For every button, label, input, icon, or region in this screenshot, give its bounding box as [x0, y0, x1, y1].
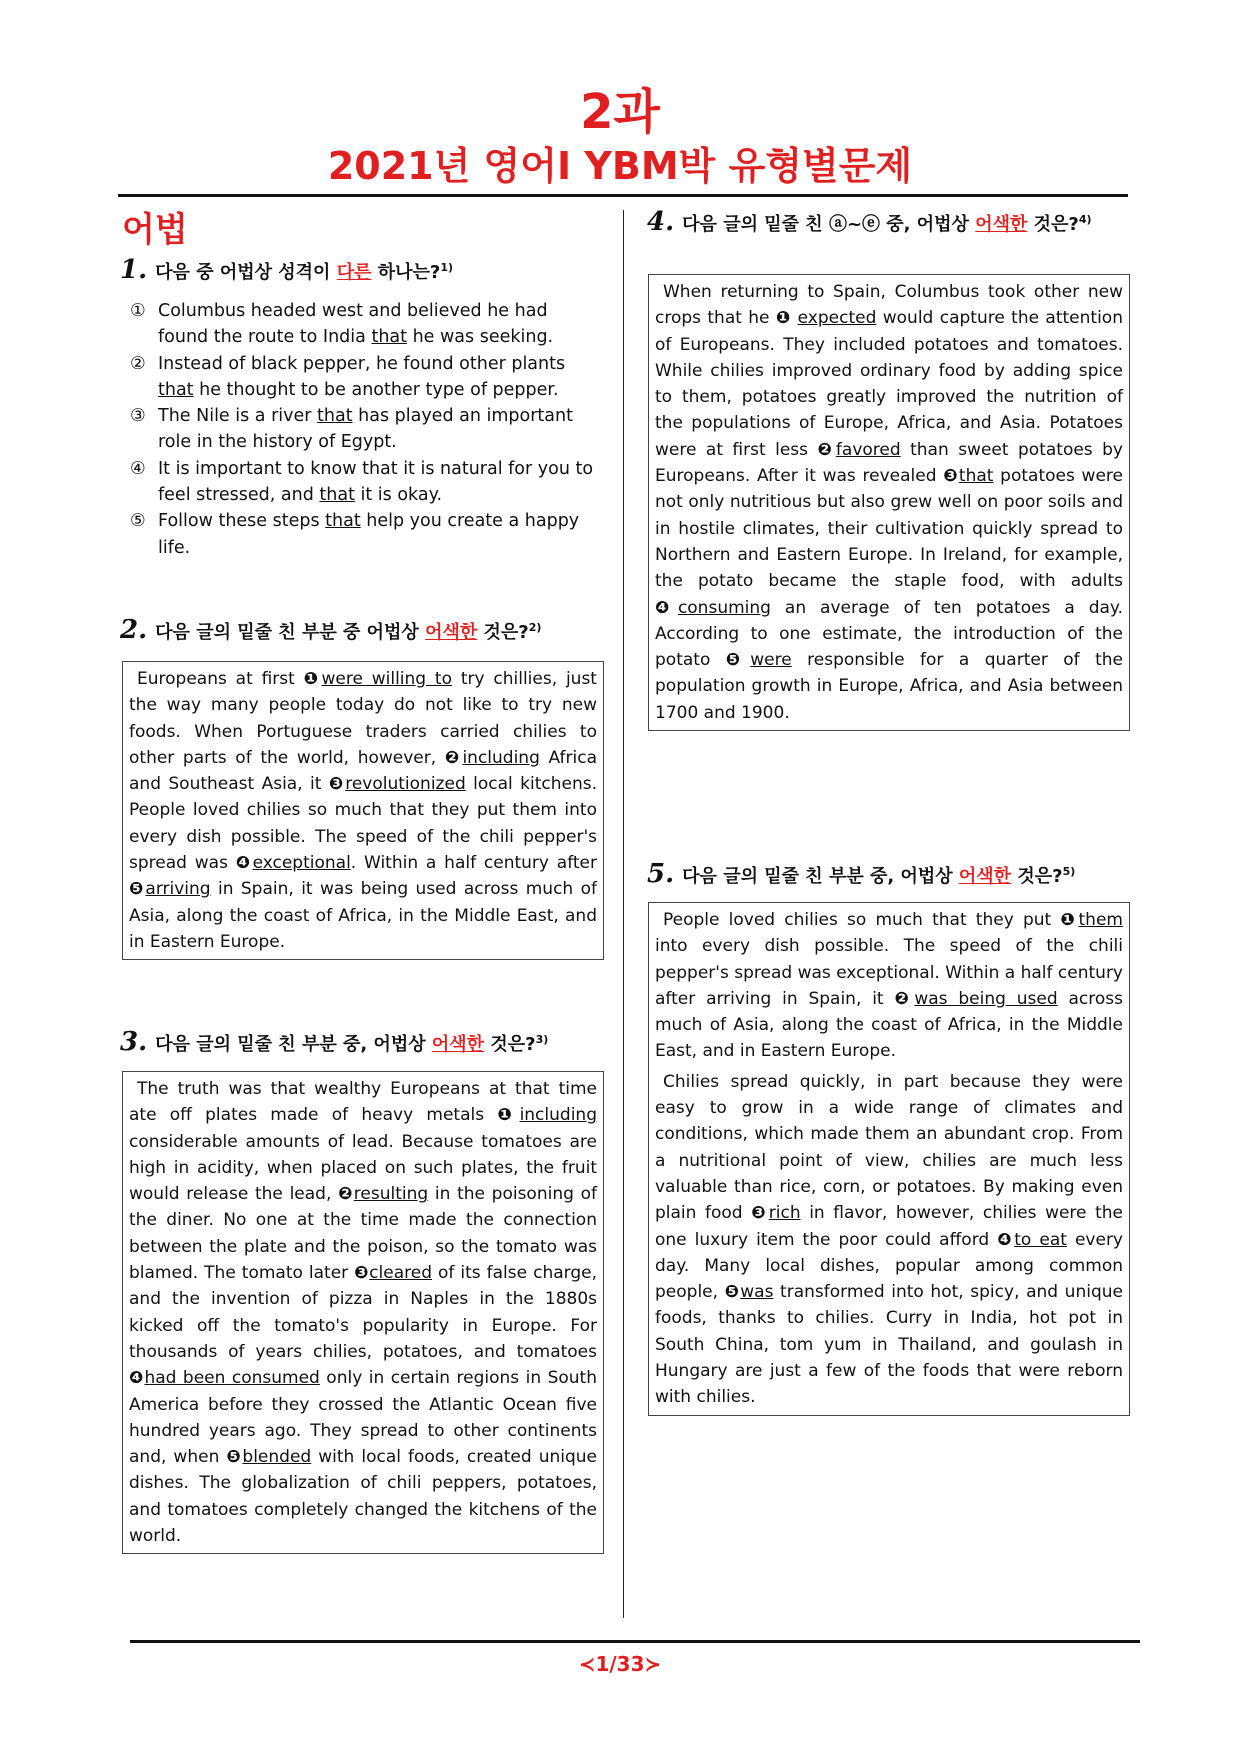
q4-title: 4. 다음 글의 밑줄 친 ⓐ~ⓔ 중, 어법상 어색한 것은?$^{4)}$ — [647, 207, 1092, 237]
q3-title: 3. 다음 글의 밑줄 친 부분 중, 어법상 어색한 것은?$^{3)}$ — [120, 1027, 549, 1057]
q1-option-4: ④ It is important to know that it is natural for you to feel stressed, and that it is okay. — [130, 458, 594, 506]
page-number: ≺1/33≻ — [578, 1652, 662, 1676]
q1-emphasis: 다른 — [336, 262, 372, 283]
q3-footnote: 3) — [535, 1033, 549, 1046]
column-divider — [623, 210, 624, 1618]
q1-title: 1. 다음 중 어법상 성격이 다른 하나는?$^{1)}$ — [120, 255, 454, 285]
lesson-title: 2과 — [580, 84, 660, 140]
q5-title: 5. 다음 글의 밑줄 친 부분 중, 어법상 어색한 것은?$^{5)}$ — [647, 859, 1076, 889]
footer-divider — [130, 1640, 1140, 1643]
q4-footnote: 4) — [1078, 213, 1092, 226]
q3-emphasis: 어색한 — [431, 1034, 485, 1055]
q2-passage: Europeans at first ❶were willing to try chillies, just the way many people today do not like to try new foods. When Portuguese traders carried chilies to other parts of the world, however, ❷including Africa and Southeast Asia, it ❸revolutionized local kitchens. People loved chilies so much that they put them into every dish possible. The speed of the chili pepper's spread was ❹exceptional. Within a half century after ❺arriving in Spain, it was being used across much of Asia, along the coast of Africa, in the Middle East, and in Eastern Europe. — [122, 661, 604, 960]
q1-footnote: 1) — [440, 261, 454, 274]
q1-options — [130, 298, 598, 561]
q2-footnote: 2) — [528, 621, 542, 634]
q5-passage — [648, 902, 1130, 1416]
q5-paragraph-2: Chilies spread quickly, in part because they were easy to grow in a wide range of climates and conditions, which made them an abundant crop. From a nutritional point of view, chilies are much less valuable than rice, corn, or potatoes. By making even plain food ❸rich in flavor, however, chilies were the one luxury item the poor could afford ❹to eat every day. Many local dishes, popular among common people, ❺was transformed into hot, spicy, and unique foods, thanks to chilies. Curry in India, hot pot in South China, tom yum in Thailand, and goulash in Hungary are just a few of the foods that were reborn with chilies. — [655, 1071, 1123, 1408]
q5-paragraph-1: People loved chilies so much that they put ❶them into every dish possible. The speed of the chili pepper's spread was exceptional. Within a half century after arriving in Spain, it ❷was being used across much of Asia, along the coast of Africa, in the Middle East, and in Eastern Europe. — [655, 910, 1123, 1062]
q3-number: 3. — [120, 1027, 148, 1057]
q4-emphasis: 어색한 — [975, 214, 1028, 235]
q4-passage: When returning to Spain, Columbus took other new crops that he ❶ expected would capture the attention of Europeans. They included potatoes and tomatoes. While chilies improved ordinary food by adding spice to them, potatoes greatly improved the nutrition of the populations of Europe, Africa, and Asia. Potatoes were at first less ❷favored than sweet potatoes by Europeans. After it was revealed ❸that potatoes were not only nutritious but also grew well on poor soils and in hostile climates, their cultivation quickly spread to Northern and Eastern Europe. In Ireland, for example, the potato became the staple food, with adults ❹consuming an average of ten potatoes a day. According to one estimate, the introduction of the potato ❺were responsible for a quarter of the population growth in Europe, Africa, and Asia between 1700 and 1900. — [648, 274, 1130, 731]
q1-option-5: ⑤ Follow these steps that help you create a happy life. — [130, 511, 580, 558]
document-title: 2021년 영어Ⅰ YBM박 유형별문제 — [327, 144, 913, 188]
header-divider — [118, 194, 1128, 197]
q1-option-2: ② Instead of black pepper, he found other plants that he thought to be another type of pepper. — [130, 353, 566, 400]
q5-number: 5. — [647, 859, 675, 889]
q4-number: 4. — [647, 207, 675, 237]
section-heading: 어법 — [122, 210, 188, 250]
q1-option-3: ③ The Nile is a river that has played an important role in the history of Egypt. — [130, 406, 573, 453]
q5-footnote: 5) — [1062, 865, 1076, 878]
q2-title: 2. 다음 글의 밑줄 친 부분 중 어법상 어색한 것은?$^{2)}$ — [120, 615, 542, 645]
q3-passage: The truth was that wealthy Europeans at that time ate off plates made of heavy metals ❶including considerable amounts of lead. Because tomatoes are high in acidity, when placed on such plates, the fruit would release the lead, ❷resulting in the poisoning of the diner. No one at the time made the connection between the plate and the poison, so the tomato was blamed. The tomato later ❸cleared of its false charge, and the invention of pizza in Naples in the 1880s kicked off the tomato's popularity in Europe. For thousands of years chilies, potatoes, and tomatoes ❹had been consumed only in certain regions in South America before they crossed the Atlantic Ocean five hundred years ago. They spread to other continents and, when ❺blended with local foods, created unique dishes. The globalization of chili peppers, potatoes, and tomatoes completely changed the kitchens of the world. — [122, 1071, 604, 1554]
q1-option-1: ① Columbus headed west and believed he had found the route to India that he was seeking. — [130, 301, 554, 348]
q2-number: 2. — [120, 615, 148, 645]
q1-number: 1. — [120, 255, 148, 285]
q2-emphasis: 어색한 — [425, 622, 478, 643]
q5-emphasis: 어색한 — [958, 866, 1012, 887]
